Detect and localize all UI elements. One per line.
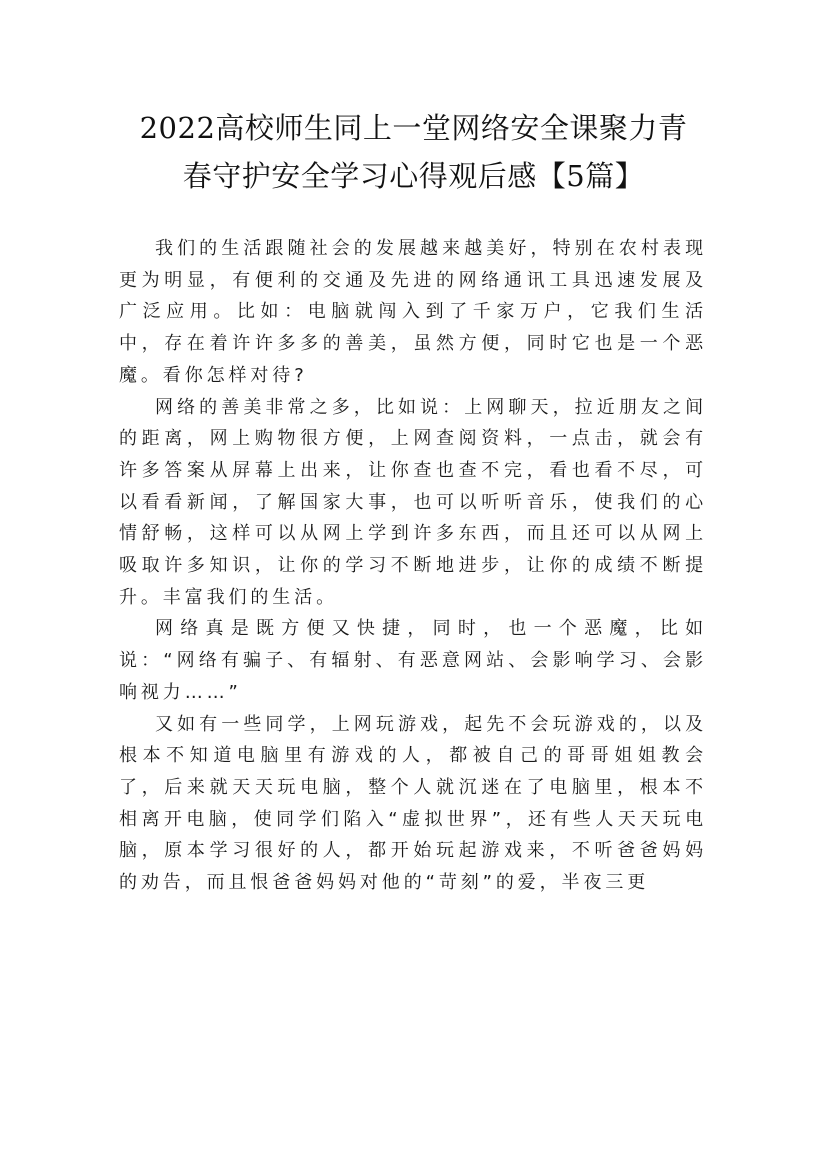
paragraph: 网络的善美非常之多，比如说：上网聊天，拉近朋友之间的距离，网上购物很方便，上网查阅资料，一点击，就会有许多答案从屏幕上出来，让你查也查不完，看也看不尽，可以看看新闻，了解国家大事，也可以听听音乐，使我们的心情舒畅，这样可以从网上学到许多东西，而且还可以从网上吸取许多知识，让你的学习不断地进步，让你的成绩不断提升。丰富我们的生活。 bbox=[119, 396, 707, 608]
paragraph: 又如有一些同学，上网玩游戏，起先不会玩游戏的，以及根本不知道电脑里有游戏的人，都被自己的哥哥姐姐教会了，后来就天天玩电脑，整个人就沉迷在了电脑里，根本不相离开电脑，使同学们陷入“虚拟世界”，还有些人天天玩电脑，原本学习很好的人，都开始玩起游戏来，不听爸爸妈妈的劝告，而且恨爸爸妈妈对他的“苛刻”的爱，半夜三更 bbox=[119, 713, 707, 894]
title-line-2: 春守护安全学习心得观后感【5篇】 bbox=[182, 159, 645, 193]
title-line-1: 2022高校师生同上一堂网络安全课聚力青 bbox=[139, 111, 688, 145]
paragraph: 我们的生活跟随社会的发展越来越美好，特别在农村表现更为明显，有便利的交通及先进的网络通讯工具迅速发展及广泛应用。比如：电脑就闯入到了千家万户，它我们生活中，存在着许许多多的善美，虽然方便，同时它也是一个恶魔。看你怎样对待? bbox=[119, 238, 707, 386]
document-title bbox=[100, 104, 727, 200]
document-body bbox=[119, 233, 707, 899]
paragraph: 网络真是既方便又快捷，同时，也一个恶魔，比如说：“网络有骗子、有辐射、有恶意网站、会影响学习、会影响视力……” bbox=[119, 618, 707, 703]
